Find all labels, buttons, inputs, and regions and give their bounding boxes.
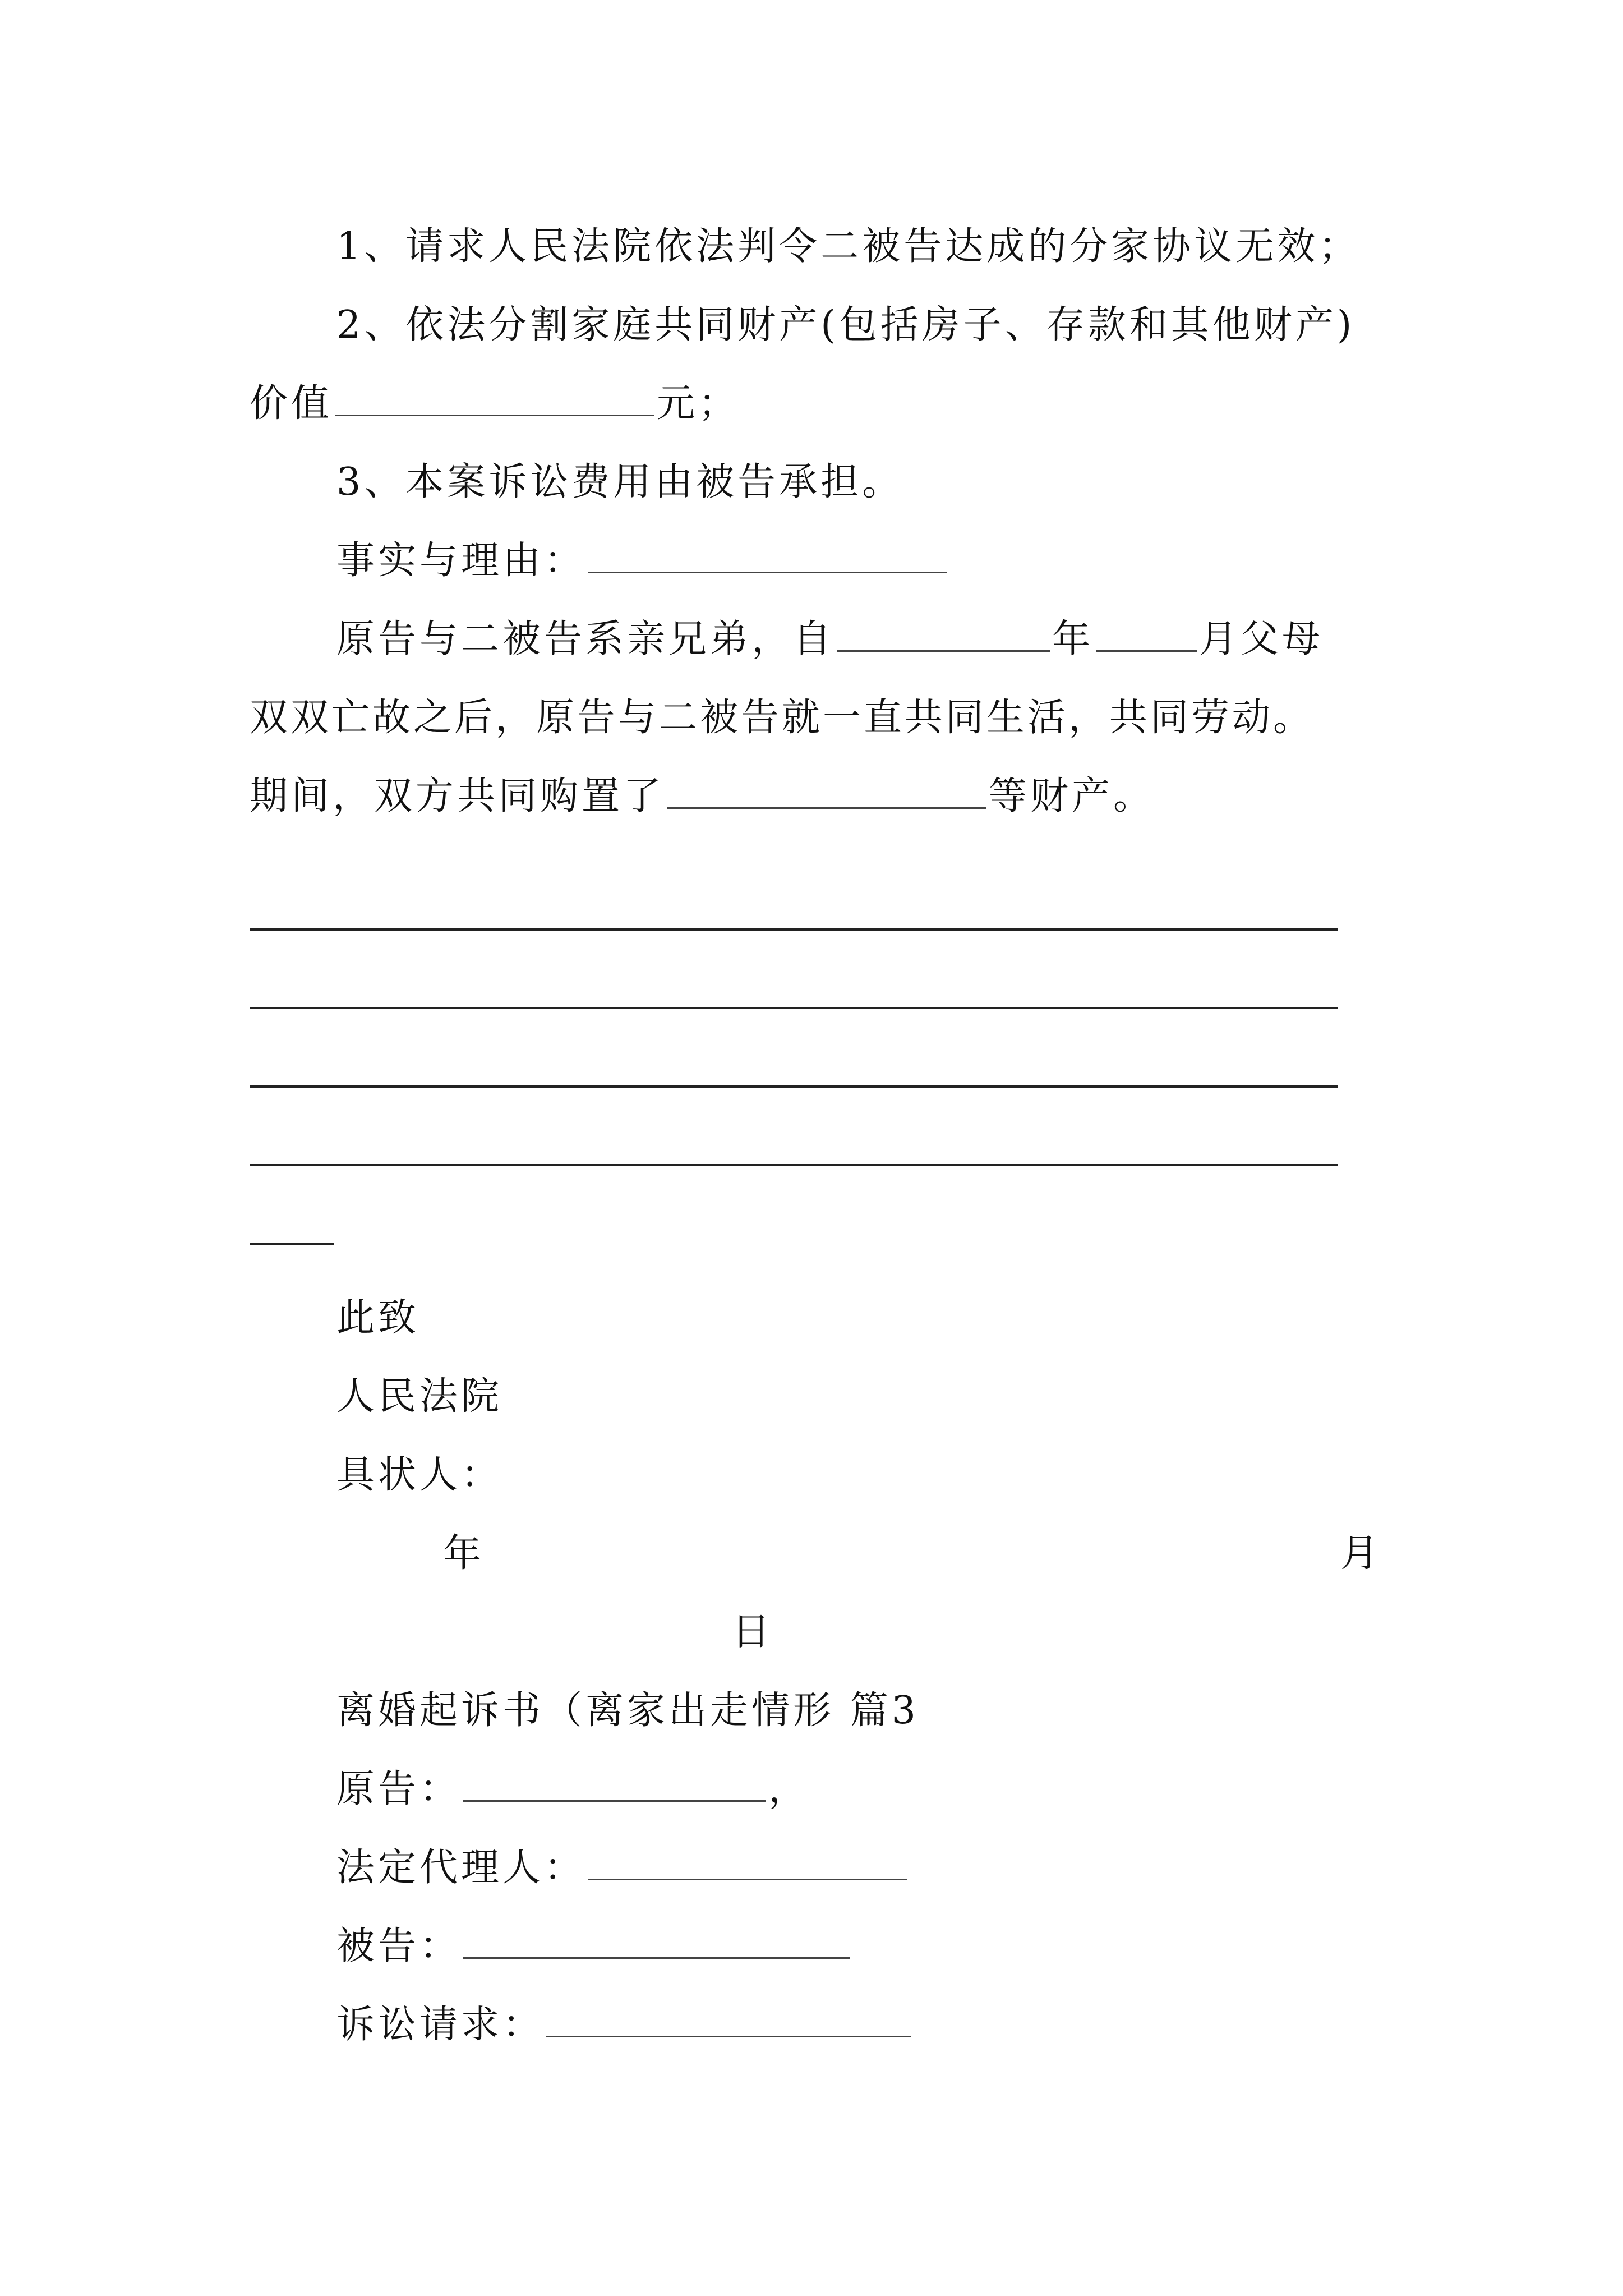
value-line bbox=[250, 379, 740, 429]
court-name: 人民法院 bbox=[336, 1374, 503, 1419]
facts-para-line-2: 双双亡故之后，原告与二被告就一直共同生活，共同劳动。 bbox=[250, 696, 1315, 740]
value-blank bbox=[335, 380, 654, 416]
para-line3-a: 期间，双方共同购置了 bbox=[250, 774, 665, 818]
plaintiff-blank bbox=[463, 1765, 766, 1802]
facts-label: 事实与理由： bbox=[336, 539, 586, 583]
facts-blank bbox=[588, 537, 947, 573]
greeting: 此致 bbox=[336, 1296, 420, 1340]
request-2: 2、依法分割家庭共同财产(包括房子、存款和其他财产) bbox=[336, 303, 1355, 347]
plaintiff-label: 原告： bbox=[336, 1767, 462, 1811]
facts-para-line-3 bbox=[250, 771, 1155, 822]
fill-rule-3 bbox=[250, 1085, 1338, 1088]
agent-line bbox=[336, 1843, 910, 1893]
claims-line bbox=[336, 2000, 913, 2050]
claims-label: 诉讼请求： bbox=[336, 2003, 545, 2047]
year-blank bbox=[837, 615, 1050, 652]
value-prefix: 价值 bbox=[250, 381, 333, 426]
section-title: 离婚起诉书（离家出走情形 篇3 bbox=[336, 1688, 919, 1733]
request-1: 1、请求人民法院依法判令二被告达成的分家协议无效； bbox=[336, 224, 1361, 269]
para-line1-a: 原告与二被告系亲兄弟，自 bbox=[336, 617, 835, 661]
para-line1-b: 年 bbox=[1052, 617, 1094, 661]
date-day: 日 bbox=[732, 1610, 774, 1654]
agent-blank bbox=[588, 1844, 907, 1880]
month-blank bbox=[1096, 615, 1197, 652]
date-month: 月 bbox=[1340, 1531, 1382, 1576]
agent-label: 法定代理人： bbox=[336, 1846, 586, 1890]
property-blank bbox=[667, 772, 986, 809]
plaintiff-suffix: ， bbox=[768, 1767, 810, 1811]
value-suffix: 元； bbox=[657, 381, 740, 426]
defendant-line bbox=[336, 1921, 852, 1972]
defendant-label: 被告： bbox=[336, 1924, 462, 1968]
facts-para-line-1 bbox=[336, 614, 1324, 665]
plaintiff-line bbox=[336, 1764, 810, 1815]
fill-rule-5 bbox=[250, 1243, 334, 1245]
fill-rule-1 bbox=[250, 928, 1338, 931]
para-line1-c: 月父母 bbox=[1199, 617, 1324, 661]
facts-line bbox=[336, 536, 949, 586]
fill-rule-2 bbox=[250, 1007, 1338, 1009]
request-3: 3、本案诉讼费用由被告承担。 bbox=[336, 460, 904, 504]
claims-blank bbox=[546, 2001, 911, 2037]
fill-rule-4 bbox=[250, 1164, 1338, 1166]
date-year: 年 bbox=[443, 1531, 485, 1576]
signer-label: 具状人： bbox=[336, 1453, 503, 1497]
para-line3-b: 等财产。 bbox=[989, 774, 1155, 818]
defendant-blank bbox=[463, 1922, 850, 1959]
